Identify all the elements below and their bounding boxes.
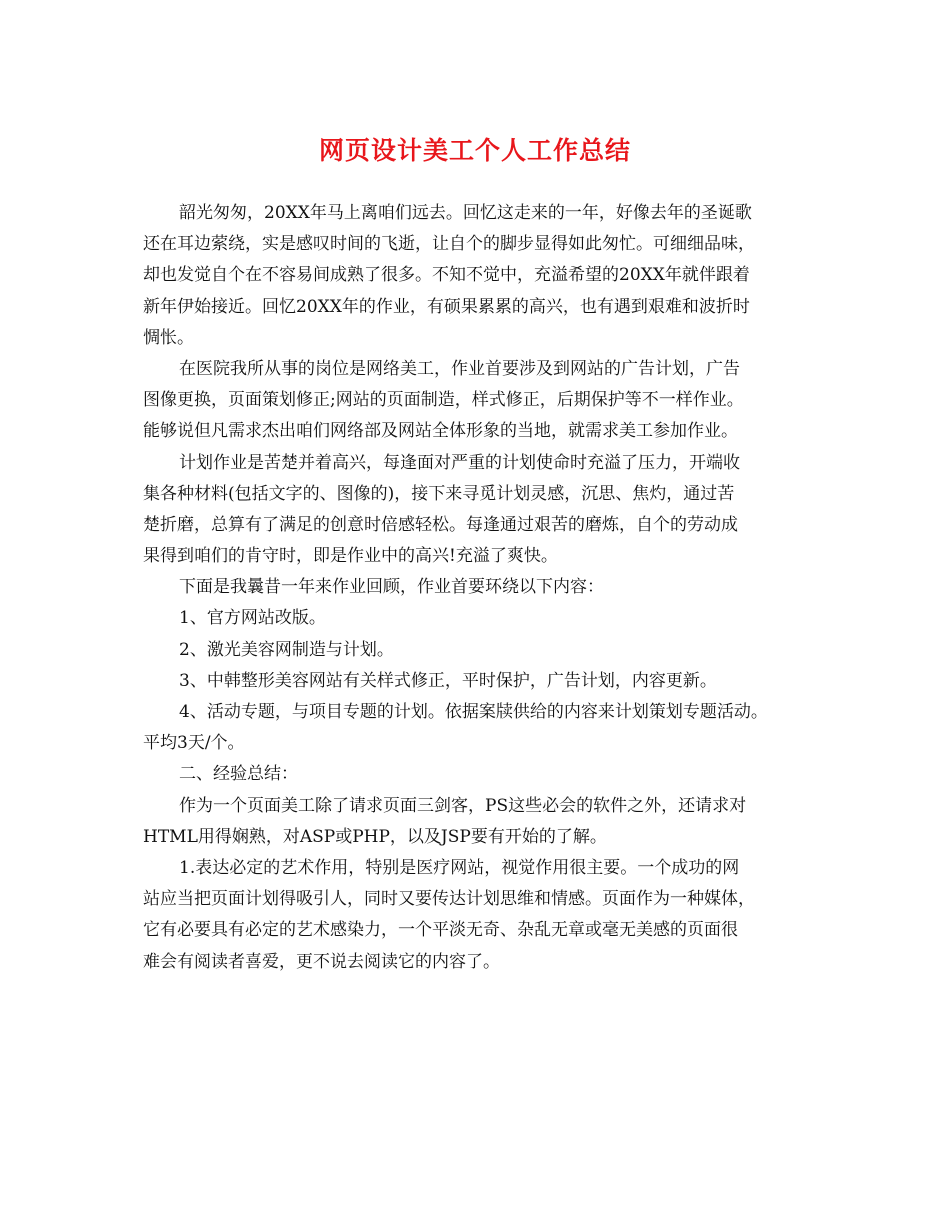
text-line: 2、激光美容网制造与计划。 bbox=[179, 639, 394, 660]
text-line: 作为一个页面美工除了请求页面三剑客，PS这些必会的软件之外，还请求对 bbox=[179, 795, 747, 816]
text-line: 它有必要具有必定的艺术感染力，一个平淡无奇、杂乱无章或毫无美感的页面很 bbox=[143, 920, 738, 941]
text-line: 平均3天/个。 bbox=[143, 733, 245, 754]
document-title: 网页设计美工个人工作总结 bbox=[318, 136, 631, 165]
text-line: 难会有阅读者喜爱，更不说去阅读它的内容了。 bbox=[143, 951, 500, 972]
text-line: 下面是我曩昔一年来作业回顾，作业首要环绕以下内容： bbox=[179, 577, 604, 598]
text-line: 站应当把页面计划得吸引人，同时又要传达计划思维和情感。页面作为一种媒体， bbox=[143, 889, 755, 910]
text-line: 3、中韩整形美容网站有关样式修正，平时保护，广告计划，内容更新。 bbox=[179, 670, 717, 691]
text-line: 二、经验总结： bbox=[179, 764, 298, 785]
text-line: 图像更换，页面策划修正;网站的页面制造，样式修正，后期保护等不一样作业。 bbox=[143, 390, 744, 411]
text-line: 楚折磨，总算有了满足的创意时倍感轻松。每逢通过艰苦的磨炼，自个的劳动成 bbox=[143, 514, 738, 535]
text-line: 能够说但凡需求杰出咱们网络部及网站全体形象的当地，就需求美工参加作业。 bbox=[143, 421, 738, 442]
text-line: 果得到咱们的肯守时，即是作业中的高兴!充溢了爽快。 bbox=[143, 546, 558, 567]
document-body bbox=[143, 198, 823, 978]
text-line: 韶光匆匆，20XX年马上离咱们远去。回忆这走来的一年，好像去年的圣诞歌 bbox=[179, 203, 752, 223]
text-line: 1.表达必定的艺术作用，特别是医疗网站，视觉作用很主要。一个成功的网 bbox=[179, 857, 740, 878]
text-line: 新年伊始接近。回忆20XX年的作业，有硕果累累的高兴，也有遇到艰难和波折时 bbox=[143, 296, 750, 317]
text-line: 1、官方网站改版。 bbox=[179, 608, 326, 629]
text-line: 4、活动专题，与项目专题的计划。依据案牍供给的内容来计划策划专题活动。 bbox=[179, 702, 768, 722]
text-line: HTML用得娴熟，对ASP或PHP，以及JSP要有开始的了解。 bbox=[143, 826, 607, 847]
text-line: 惆怅。 bbox=[143, 327, 194, 348]
text-line: 还在耳边萦绕，实是感叹时间的飞逝，让自个的脚步显得如此匆忙。可细细品味， bbox=[143, 234, 755, 255]
text-line: 却也发觉自个在不容易间成熟了很多。不知不觉中，充溢希望的20XX年就伴跟着 bbox=[143, 265, 750, 286]
text-line: 计划作业是苦楚并着高兴，每逢面对严重的计划使命时充溢了压力，开端收 bbox=[179, 452, 740, 473]
text-line: 集各种材料(包括文字的、图像的)，接下来寻觅计划灵感，沉思、焦灼，通过苦 bbox=[143, 483, 735, 504]
text-line: 在医院我所从事的岗位是网络美工，作业首要涉及到网站的广告计划，广告 bbox=[179, 358, 740, 379]
